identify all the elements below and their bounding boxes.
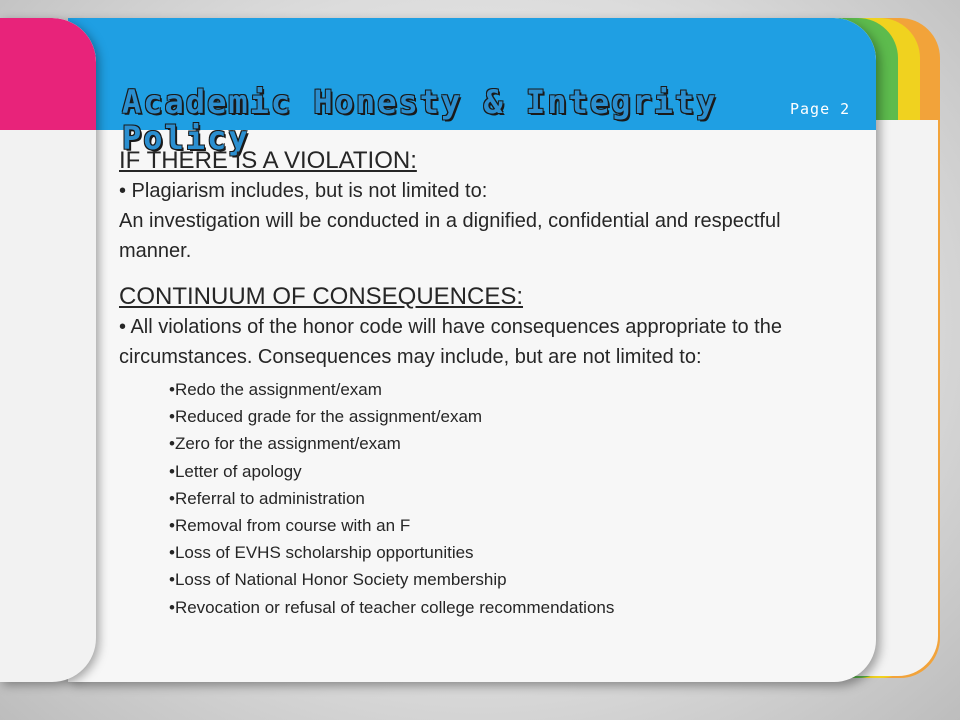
- violation-text: An investigation will be conducted in a dignified, confidential and respectful manner.: [119, 210, 781, 262]
- page-number: Page 2: [790, 100, 851, 118]
- list-item: • Zero for the assignment/exam: [169, 430, 839, 457]
- list-item: • Redo the assignment/exam: [169, 376, 839, 403]
- list-item: • Loss of EVHS scholarship opportunities: [169, 539, 839, 566]
- list-item: • Loss of National Honor Society membership: [169, 566, 839, 593]
- consequences-heading: CONTINUUM OF CONSEQUENCES:: [119, 283, 524, 310]
- consequences-intro: • All violations of the honor code will have consequences appropriate to the circumstances. Consequences may include, but are not limited to:: [119, 316, 782, 368]
- slide-content: [119, 146, 839, 621]
- left-tab-decoration: [0, 18, 96, 682]
- violation-heading: IF THERE IS A VIOLATION:: [119, 147, 417, 174]
- list-item: • Letter of apology: [169, 458, 839, 485]
- list-item: • Revocation or refusal of teacher college recommendations: [169, 594, 839, 621]
- pink-tab-header: [0, 18, 96, 130]
- list-item: • Removal from course with an F: [169, 512, 839, 539]
- violation-bullet: • Plagiarism includes, but is not limited to:: [119, 180, 488, 202]
- list-item: • Reduced grade for the assignment/exam: [169, 403, 839, 430]
- slide-title: Academic Honesty & Integrity Policy: [122, 83, 718, 157]
- consequences-list: [169, 376, 839, 621]
- list-item: • Referral to administration: [169, 485, 839, 512]
